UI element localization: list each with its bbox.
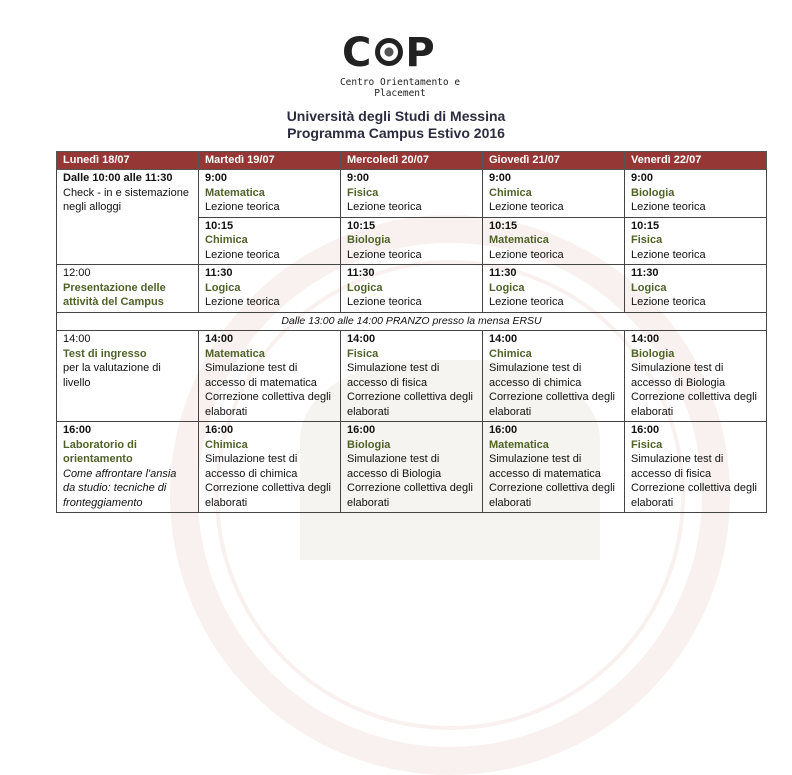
schedule-cell [199, 217, 341, 265]
cell-time: Dalle 10:00 alle 11:30 [63, 172, 173, 184]
cell-text: per la valutazione di [63, 362, 161, 374]
cell-subject: Biologia [631, 186, 675, 199]
cell-desc: Lezione teorica [631, 296, 706, 308]
monday-checkin-cell [57, 170, 199, 265]
cell-desc: Simulazione test di [489, 453, 582, 465]
schedule-cell [625, 422, 767, 513]
cell-subject: Fisica [347, 186, 379, 199]
cell-desc: accesso di chimica [489, 376, 582, 389]
cell-subject: Biologia [347, 234, 391, 246]
cell-text: negli alloggi [63, 201, 122, 213]
cell-desc: Lezione teorica [205, 248, 280, 261]
schedule-cell [483, 422, 625, 513]
cell-desc: elaborati [631, 405, 674, 418]
cell-desc: Correzione collettiva degli [205, 391, 331, 403]
cell-text: Check - in e sistemazione [63, 186, 189, 199]
cell-subject: Presentazione delle [63, 281, 166, 294]
cell-subject: Fisica [631, 234, 663, 246]
cell-desc: elaborati [205, 496, 248, 509]
cell-time: 16:00 [205, 424, 234, 436]
cell-subject: Fisica [347, 347, 379, 360]
cell-desc: accesso di matematica [205, 376, 317, 389]
seal-icon [375, 38, 403, 66]
col-header-monday: Lunedì 18/07 [57, 152, 199, 170]
cell-desc: Lezione teorica [347, 248, 422, 261]
cell-subject: Laboratorio di [63, 438, 137, 451]
cell-subject: Chimica [205, 438, 248, 451]
schedule-cell [341, 331, 483, 422]
cell-time: 11:30 [631, 267, 659, 279]
cell-time: 10:15 [489, 219, 518, 232]
col-header-tuesday: Martedì 19/07 [199, 152, 341, 170]
cell-desc: accesso di fisica [347, 376, 428, 389]
cell-subject: Biologia [347, 438, 391, 451]
cell-desc: Correzione collettiva degli [347, 482, 473, 494]
monday-test-cell [57, 331, 199, 422]
cell-subject: Logica [631, 281, 667, 294]
header-row [57, 152, 767, 170]
schedule-cell [199, 422, 341, 513]
cell-desc: elaborati [347, 496, 390, 509]
cell-text: Come affrontare l'ansia [63, 467, 177, 480]
cell-subject: Logica [347, 281, 383, 294]
cell-time: 14:00 [63, 333, 91, 345]
table-row [57, 422, 767, 513]
cell-time: 16:00 [631, 424, 660, 436]
cell-desc: Lezione teorica [631, 248, 706, 261]
cell-desc: Correzione collettiva degli [631, 482, 757, 494]
cell-time: 9:00 [205, 172, 228, 184]
cell-time: 11:30 [347, 267, 375, 279]
cell-subject: Chimica [205, 234, 248, 246]
cell-desc: Simulazione test di [489, 362, 582, 374]
cell-time: 9:00 [631, 172, 654, 184]
schedule-cell [483, 265, 625, 313]
cell-subject: Matematica [205, 347, 265, 360]
cell-desc: Lezione teorica [205, 201, 280, 213]
monday-lab-cell [57, 422, 199, 513]
cell-desc: Lezione teorica [347, 296, 422, 308]
schedule-cell [625, 170, 767, 218]
cell-desc: Correzione collettiva degli [489, 482, 615, 494]
university-name: Università degli Studi di Messina [286, 108, 506, 124]
cell-time: 10:15 [631, 219, 660, 232]
cell-text: fronteggiamento [63, 496, 143, 509]
cell-subject: Chimica [489, 186, 532, 199]
schedule-cell [341, 422, 483, 513]
schedule-cell [483, 170, 625, 218]
cell-desc: Correzione collettiva degli [631, 391, 757, 403]
cell-desc: Correzione collettiva degli [205, 482, 331, 494]
cell-desc: accesso di Biologia [347, 467, 442, 480]
cell-text: livello [63, 376, 91, 389]
monday-presentation-cell [57, 265, 199, 313]
schedule-cell [625, 217, 767, 265]
schedule-cell [199, 331, 341, 422]
cell-desc: Simulazione test di [631, 362, 724, 374]
cell-desc: Lezione teorica [205, 296, 280, 308]
cell-time: 14:00 [489, 333, 518, 345]
cell-subject: orientamento [63, 453, 133, 465]
lunch-row [57, 312, 767, 331]
cell-time: 16:00 [63, 424, 92, 436]
cell-subject: Matematica [205, 186, 265, 199]
cell-time: 11:30 [489, 267, 517, 279]
cell-desc: Simulazione test di [205, 453, 298, 465]
cell-time: 14:00 [205, 333, 234, 345]
cell-desc: Lezione teorica [489, 248, 564, 261]
cell-desc: Correzione collettiva degli [489, 391, 615, 403]
cell-time: 16:00 [347, 424, 376, 436]
table-row [57, 170, 767, 218]
schedule-cell [625, 265, 767, 313]
cell-subject: Logica [489, 281, 525, 294]
cell-desc: accesso di matematica [489, 467, 601, 480]
col-header-thursday: Giovedì 21/07 [483, 152, 625, 170]
schedule-table [56, 151, 767, 513]
cell-desc: Lezione teorica [631, 201, 706, 213]
cell-subject: Logica [205, 281, 241, 294]
cell-time: 14:00 [631, 333, 660, 345]
cell-time: 10:15 [347, 219, 376, 232]
schedule-cell [199, 265, 341, 313]
cell-desc: Lezione teorica [347, 201, 422, 213]
cell-desc: Simulazione test di [347, 362, 440, 374]
cell-desc: Simulazione test di [347, 453, 440, 465]
cell-desc: accesso di fisica [631, 467, 712, 480]
schedule-cell [483, 217, 625, 265]
cell-desc: accesso di chimica [205, 467, 298, 480]
schedule-cell [341, 170, 483, 218]
schedule-cell [341, 265, 483, 313]
cell-time: 9:00 [347, 172, 370, 184]
cell-text: da studio: tecniche di [63, 482, 167, 494]
logo-subtitle: Centro Orientamento e Placement [339, 77, 461, 99]
cell-desc: Lezione teorica [489, 201, 564, 213]
cell-subject: Biologia [631, 347, 675, 360]
cell-time: 11:30 [205, 267, 233, 279]
schedule-cell [625, 331, 767, 422]
program-title: Programma Campus Estivo 2016 [287, 125, 505, 141]
cell-desc: elaborati [489, 405, 532, 418]
cell-time: 16:00 [489, 424, 518, 436]
cell-time: 9:00 [489, 172, 512, 184]
cell-desc: Lezione teorica [489, 296, 564, 308]
schedule-cell [483, 331, 625, 422]
cell-desc: Simulazione test di [631, 453, 724, 465]
cop-logo-mark: C P [342, 30, 437, 76]
cell-subject: Test di ingresso [63, 347, 147, 360]
cell-desc: elaborati [489, 496, 532, 509]
schedule-cell [341, 217, 483, 265]
cell-desc: elaborati [631, 496, 674, 509]
document-title [0, 108, 792, 142]
cell-time: 10:15 [205, 219, 234, 232]
cell-subject: Fisica [631, 438, 663, 451]
table-row [57, 265, 767, 313]
cell-desc: Correzione collettiva degli [347, 391, 473, 403]
cell-subject: attività del Campus [63, 296, 164, 308]
cell-subject: Matematica [489, 438, 549, 451]
col-header-friday: Venerdì 22/07 [625, 152, 767, 170]
col-header-wednesday: Mercoledì 20/07 [341, 152, 483, 170]
lunch-note: Dalle 13:00 alle 14:00 PRANZO presso la mensa ERSU [57, 312, 767, 331]
cell-subject: Chimica [489, 347, 532, 360]
cell-time: 12:00 [63, 267, 91, 279]
cell-desc: accesso di Biologia [631, 376, 726, 389]
table-row [57, 331, 767, 422]
cop-logo [320, 30, 480, 99]
cell-desc: elaborati [205, 405, 248, 418]
cell-time: 14:00 [347, 333, 376, 345]
schedule-cell [199, 170, 341, 218]
cell-desc: elaborati [347, 405, 390, 418]
cell-subject: Matematica [489, 234, 549, 246]
cell-desc: Simulazione test di [205, 362, 298, 374]
